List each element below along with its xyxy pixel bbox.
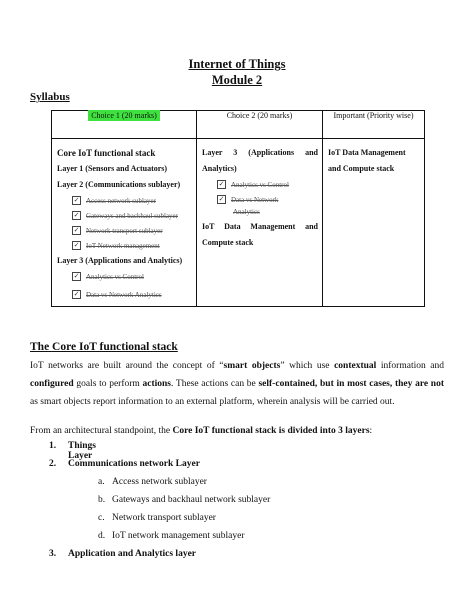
list-item (57, 269, 192, 284)
text: From an architectural standpoint, the (30, 426, 173, 436)
checkbox-checked-icon: ✓ (73, 211, 80, 219)
text: information and (376, 361, 444, 371)
text: ” which use (280, 361, 335, 371)
important-line: IoT Data Management (328, 148, 406, 157)
important-line-cont: and Compute stack (328, 164, 395, 173)
list-item-cont (202, 207, 318, 219)
checkbox-checked-icon: ✓ (73, 272, 80, 280)
sub-text: IoT network management sublayer (112, 531, 245, 541)
document-subtitle: Module 2 (211, 73, 263, 87)
text: as smart objects report information to an external platform, wherein analysis will be carried out. (30, 397, 395, 407)
section-heading: The Core IoT functional stack (30, 341, 178, 353)
list-item (57, 223, 192, 238)
choice-2-cell (197, 139, 323, 307)
layer-3-line-cont: Analytics) (202, 164, 237, 173)
bold-text: actions (142, 379, 171, 389)
important-cell (323, 139, 425, 307)
list-number: 1. (49, 441, 57, 451)
list-text: Communications network Layer (68, 459, 200, 469)
sub-marker: b. (98, 495, 106, 505)
iot-data-line-cont: Compute stack (202, 238, 254, 247)
intro-paragraph (30, 357, 444, 411)
core-stack-line: Core IoT functional stack (57, 148, 156, 158)
layer-3-line: Layer 3 (Applications and (202, 148, 318, 157)
text: goals to perform (73, 379, 143, 389)
list-number: 3. (49, 549, 57, 559)
header-choice-2: Choice 2 (20 marks) (197, 111, 323, 139)
iot-data-line: IoT Data Management and (202, 222, 318, 231)
list-item (57, 193, 192, 208)
layer-3-line: Layer 3 (Applications and Analytics) (57, 256, 183, 265)
struck-item-text: Network transport sublayer (86, 226, 163, 235)
highlighted-header-text: Choice 1 (20 marks) (88, 110, 160, 121)
list-item (202, 177, 318, 192)
checkbox-checked-icon: ✓ (73, 241, 80, 249)
struck-item-text: Analytics (233, 208, 260, 216)
bold-text: configured (30, 379, 74, 389)
struck-item-text: Gateways and backhaul sublayer (86, 211, 178, 220)
struck-item-text: IoT Network management (86, 241, 160, 250)
struck-item-text: Analytics vs Control (231, 180, 289, 189)
syllabus-table (51, 110, 425, 307)
sub-marker: c. (98, 513, 105, 523)
list-text: Things Layer (68, 441, 96, 461)
list-item (57, 208, 192, 223)
list-item (57, 238, 192, 253)
layer-2-line: Layer 2 (Communications sublayer) (57, 180, 181, 189)
sub-text: Gateways and backhaul network sublayer (112, 495, 271, 505)
layer-1-line: Layer 1 (Sensors and Actuators) (57, 164, 168, 173)
checkbox-checked-icon: ✓ (73, 196, 80, 204)
checkbox-checked-icon: ✓ (73, 226, 80, 234)
struck-item-text: Analytics vs Control (86, 272, 144, 281)
table-body-row (52, 139, 425, 307)
struck-item-text: Access network sublayer (86, 196, 156, 205)
text: : (369, 426, 373, 436)
checkbox-checked-icon: ✓ (73, 290, 80, 298)
list-item (57, 287, 192, 302)
sub-marker: a. (98, 477, 105, 487)
architecture-paragraph (30, 422, 444, 440)
bold-text: smart objects (223, 361, 281, 371)
struck-item-text: Data vs Network (231, 195, 279, 204)
text: . These actions can be (171, 379, 259, 389)
sub-text: Network transport sublayer (112, 513, 216, 523)
sub-text: Access network sublayer (112, 477, 207, 487)
table-header-row (52, 111, 425, 139)
sub-marker: d. (98, 531, 106, 541)
syllabus-heading: Syllabus (30, 91, 70, 103)
text: IoT networks are built around the concept of “ (30, 361, 224, 371)
bold-text: contextual (334, 361, 377, 371)
list-number: 2. (49, 459, 57, 469)
choice-1-cell (52, 139, 197, 307)
header-important: Important (Priority wise) (323, 111, 425, 139)
header-choice-1 (52, 111, 197, 139)
struck-item-text: Data vs Network Analytics (86, 290, 162, 299)
checkbox-checked-icon: ✓ (218, 195, 225, 203)
document-title: Internet of Things (188, 57, 286, 71)
checkbox-checked-icon: ✓ (218, 180, 225, 188)
list-text: Application and Analytics layer (68, 549, 196, 559)
bold-text: self-contained, but in most cases, they are not (258, 379, 444, 389)
bold-text: Core IoT functional stack is divided into 3 layers (172, 426, 370, 436)
list-item (202, 192, 318, 207)
